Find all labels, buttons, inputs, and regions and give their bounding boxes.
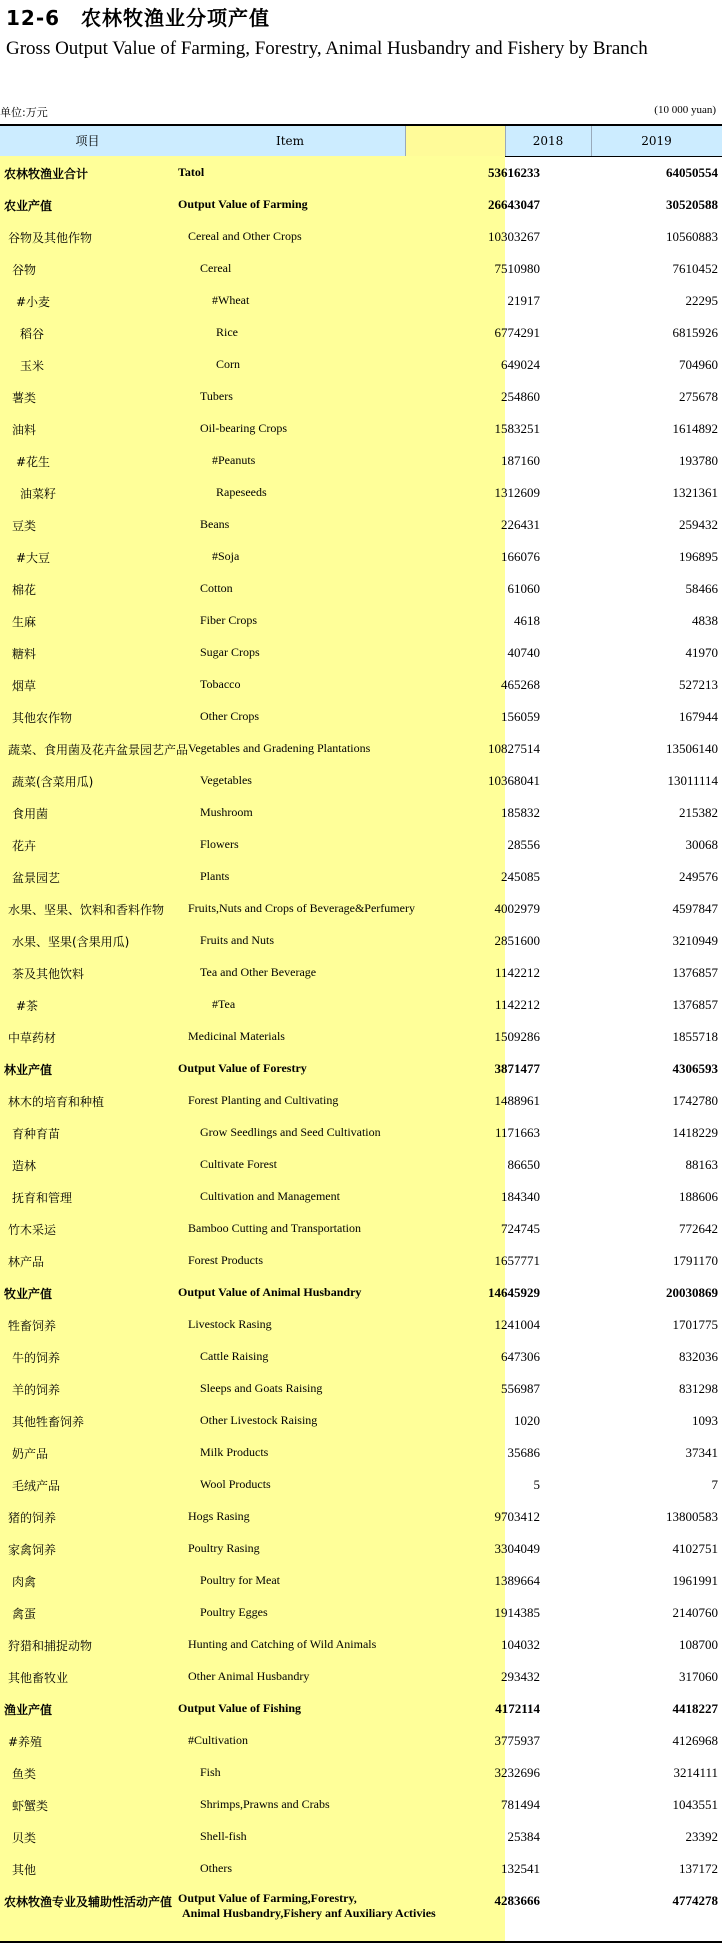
row-item-chinese: 羊的饲养 — [12, 1383, 61, 1397]
row-item-english: Beans — [200, 517, 230, 531]
unit-label-english: (10 000 yuan) — [654, 104, 716, 116]
table-row — [0, 284, 722, 316]
value-2018: 1914385 — [494, 1605, 540, 1620]
value-2019: 831298 — [679, 1381, 718, 1396]
row-item-chinese: 油菜籽 — [20, 487, 57, 501]
row-item-english: Cereal — [200, 261, 232, 275]
value-2019: 30520588 — [666, 197, 718, 212]
value-2019: 64050554 — [666, 165, 718, 180]
table-row — [0, 1020, 722, 1052]
value-2018: 1389664 — [494, 1573, 540, 1588]
row-item-chinese: 林产品 — [8, 1255, 45, 1269]
row-item-english: Tobacco — [200, 677, 241, 691]
value-2018: 4172114 — [495, 1701, 540, 1716]
row-item-chinese: 牛的饲养 — [12, 1351, 61, 1365]
value-2018: 40740 — [507, 645, 540, 660]
value-2018: 7510980 — [494, 261, 540, 276]
row-item-english: #Wheat — [212, 293, 250, 307]
row-item-chinese: 造林 — [12, 1159, 37, 1173]
row-item-english: Others — [200, 1861, 232, 1875]
value-2019: 188606 — [679, 1189, 718, 1204]
row-item-english: #Tea — [212, 997, 236, 1011]
table-row — [0, 924, 722, 956]
row-item-english: Vegetables and Gradening Plantations — [188, 741, 371, 755]
value-2018: 35686 — [507, 1445, 540, 1460]
value-2018: 254860 — [501, 389, 540, 404]
value-2019: 317060 — [679, 1669, 718, 1684]
value-2018: 1171663 — [494, 1125, 540, 1140]
value-2018: 1142212 — [494, 965, 540, 980]
row-item-chinese: 蔬菜、食用菌及花卉盆景园艺产品 — [8, 743, 189, 757]
value-2019: 1614892 — [672, 421, 718, 436]
value-2018: 226431 — [501, 517, 540, 532]
row-item-english: Output Value of Forestry — [178, 1061, 307, 1075]
value-2018: 1488961 — [494, 1093, 540, 1108]
row-item-chinese: 豆类 — [12, 519, 37, 533]
row-item-chinese: 奶产品 — [12, 1447, 49, 1461]
value-2019: 1321361 — [672, 485, 718, 500]
row-item-chinese: 花卉 — [12, 839, 37, 853]
row-item-chinese: 林木的培育和种植 — [8, 1095, 105, 1109]
row-item-chinese: #小麦 — [16, 295, 51, 309]
table-row — [0, 220, 722, 252]
value-2019: 4102751 — [672, 1541, 718, 1556]
row-item-english: Corn — [216, 357, 240, 371]
table-row — [0, 444, 722, 476]
row-item-english: Plants — [200, 869, 230, 883]
table-row — [0, 1212, 722, 1244]
row-item-chinese: 农业产值 — [4, 199, 53, 213]
value-2019: 196895 — [679, 549, 718, 564]
row-item-chinese: 生麻 — [12, 615, 37, 629]
row-item-english: Sugar Crops — [200, 645, 260, 659]
value-2018: 5 — [533, 1477, 540, 1492]
value-2019: 10560883 — [666, 229, 718, 244]
value-2019: 13506140 — [666, 741, 718, 756]
row-item-chinese: 烟草 — [12, 679, 37, 693]
value-2018: 166076 — [501, 549, 540, 564]
row-item-chinese: 其他农作物 — [12, 711, 73, 725]
row-item-english: Oil-bearing Crops — [200, 421, 287, 435]
table-row — [0, 1820, 722, 1852]
value-2018: 3775937 — [494, 1733, 540, 1748]
row-item-chinese: 食用菌 — [12, 807, 49, 821]
row-item-english: Tubers — [200, 389, 233, 403]
row-item-chinese: 谷物 — [12, 263, 37, 277]
value-2018: 9703412 — [494, 1509, 540, 1524]
value-2018: 26643047 — [488, 197, 540, 212]
row-item-chinese: 禽蛋 — [12, 1607, 37, 1621]
value-2018: 3871477 — [494, 1061, 540, 1076]
value-2019: 215382 — [679, 805, 718, 820]
row-item-english: Tea and Other Beverage — [200, 965, 317, 979]
table-row — [0, 892, 722, 924]
row-item-english: Forest Planting and Cultivating — [188, 1093, 339, 1107]
table-row — [0, 1276, 722, 1308]
row-item-chinese: 虾蟹类 — [12, 1799, 49, 1813]
table-row — [0, 380, 722, 412]
table-row — [0, 764, 722, 796]
value-2018: 132541 — [501, 1861, 540, 1876]
row-item-english — [178, 1891, 436, 1921]
value-2018: 1509286 — [494, 1029, 540, 1044]
value-2019: 704960 — [679, 357, 718, 372]
row-item-english: Fruits and Nuts — [200, 933, 275, 947]
value-2018: 187160 — [501, 453, 540, 468]
table-header — [0, 126, 722, 156]
value-2019: 2140760 — [672, 1605, 718, 1620]
value-2019: 4597847 — [672, 901, 718, 916]
table-row — [0, 860, 722, 892]
table-row — [0, 1084, 722, 1116]
table-row — [0, 1724, 722, 1756]
value-2019: 7610452 — [672, 261, 718, 276]
row-item-chinese: 中草药材 — [8, 1031, 57, 1045]
value-2018: 156059 — [501, 709, 540, 724]
row-item-english: Cereal and Other Crops — [188, 229, 302, 243]
value-2019: 4306593 — [672, 1061, 718, 1076]
value-2019: 1701775 — [672, 1317, 718, 1332]
row-item-english: Cattle Raising — [200, 1349, 269, 1363]
row-item-chinese: 贝类 — [12, 1831, 37, 1845]
row-item-english: Poultry for Meat — [200, 1573, 280, 1587]
value-2019: 275678 — [679, 389, 718, 404]
table-row — [0, 1308, 722, 1340]
row-item-english-line2: Animal Husbandry,Fishery anf Auxiliary Activies — [182, 1906, 436, 1920]
header-divider — [405, 126, 406, 156]
row-item-english: Hunting and Catching of Wild Animals — [188, 1637, 377, 1651]
value-2019: 20030869 — [666, 1285, 718, 1300]
row-item-english: Flowers — [200, 837, 239, 851]
value-2019: 1376857 — [672, 997, 718, 1012]
row-item-english: Output Value of Fishing — [178, 1701, 302, 1715]
table-row — [0, 1596, 722, 1628]
table-row — [0, 508, 722, 540]
value-2019: 37341 — [685, 1445, 718, 1460]
row-item-english: Output Value of Animal Husbandry — [178, 1285, 362, 1299]
row-item-chinese: 薯类 — [12, 391, 37, 405]
row-item-chinese: 牲畜饲养 — [8, 1319, 57, 1333]
value-2019: 7 — [711, 1477, 718, 1492]
row-item-english: Other Livestock Raising — [200, 1413, 318, 1427]
value-2018: 724745 — [501, 1221, 540, 1236]
row-item-chinese: 家禽饲养 — [8, 1543, 57, 1557]
table-row — [0, 1628, 722, 1660]
value-2019: 108700 — [679, 1637, 718, 1652]
value-2018: 3304049 — [494, 1541, 540, 1556]
header-item-zh: 项目 — [0, 126, 175, 156]
table-row — [0, 1148, 722, 1180]
value-2018: 4283666 — [494, 1893, 540, 1908]
row-item-chinese: 猪的饲养 — [8, 1511, 57, 1525]
row-item-chinese: 其他牲畜饲养 — [12, 1415, 85, 1429]
value-2018: 465268 — [501, 677, 540, 692]
row-item-english: #Cultivation — [188, 1733, 248, 1747]
value-2019: 4774278 — [672, 1893, 718, 1908]
value-2019: 4126968 — [672, 1733, 718, 1748]
value-2018: 2851600 — [494, 933, 540, 948]
table-bottom-rule — [0, 1941, 722, 1943]
value-2018: 185832 — [501, 805, 540, 820]
unit-label-chinese: 单位:万元 — [0, 106, 48, 119]
value-2019: 58466 — [685, 581, 718, 596]
table-row — [0, 572, 722, 604]
value-2018: 4002979 — [494, 901, 540, 916]
value-2018: 104032 — [501, 1637, 540, 1652]
table-row — [0, 1532, 722, 1564]
value-2019: 22295 — [685, 293, 718, 308]
row-item-chinese: 育种育苗 — [12, 1127, 61, 1141]
table-row — [0, 956, 722, 988]
value-2018: 3232696 — [494, 1765, 540, 1780]
row-item-chinese: 水果、坚果(含果用瓜) — [12, 935, 130, 949]
value-2018: 647306 — [501, 1349, 540, 1364]
row-item-english: Rapeseeds — [216, 485, 267, 499]
table-row — [0, 604, 722, 636]
row-item-english: Hogs Rasing — [188, 1509, 250, 1523]
value-2018: 781494 — [501, 1797, 540, 1812]
table-row — [0, 1564, 722, 1596]
header-year-2019: 2019 — [591, 126, 722, 156]
row-item-chinese: 农林牧渔业合计 — [4, 167, 89, 181]
row-item-english: Rice — [216, 325, 238, 339]
header-year-2018: 2018 — [505, 126, 591, 156]
value-2019: 1791170 — [672, 1253, 718, 1268]
value-2018: 1241004 — [494, 1317, 540, 1332]
value-2018: 4618 — [514, 613, 540, 628]
value-2019: 3214111 — [673, 1765, 718, 1780]
row-item-english: Medicinal Materials — [188, 1029, 285, 1043]
value-2019: 137172 — [679, 1861, 718, 1876]
row-item-english: Sleeps and Goats Raising — [200, 1381, 323, 1395]
value-2018: 184340 — [501, 1189, 540, 1204]
value-2018: 61060 — [507, 581, 540, 596]
row-item-chinese: 谷物及其他作物 — [8, 231, 93, 245]
value-2019: 1376857 — [672, 965, 718, 980]
row-item-english: #Soja — [212, 549, 240, 563]
row-item-chinese: 棉花 — [12, 583, 37, 597]
value-2018: 1657771 — [494, 1253, 540, 1268]
header-item-en: Item — [175, 126, 405, 156]
table-row — [0, 1500, 722, 1532]
table-row — [0, 732, 722, 764]
row-item-english: Milk Products — [200, 1445, 269, 1459]
table-row — [0, 1052, 722, 1084]
value-2018: 1020 — [514, 1413, 540, 1428]
table-row — [0, 796, 722, 828]
row-item-english: Fruits,Nuts and Crops of Beverage&Perfumery — [188, 901, 415, 915]
row-item-english: Poultry Rasing — [188, 1541, 260, 1555]
value-2019: 1961991 — [672, 1573, 718, 1588]
value-2018: 10303267 — [488, 229, 540, 244]
row-item-chinese: #大豆 — [16, 551, 51, 565]
row-item-english: Other Crops — [200, 709, 259, 723]
row-item-english: Bamboo Cutting and Transportation — [188, 1221, 362, 1235]
row-item-chinese: 林业产值 — [4, 1063, 53, 1077]
value-2019: 1418229 — [672, 1125, 718, 1140]
value-2019: 772642 — [679, 1221, 718, 1236]
value-2019: 23392 — [685, 1829, 718, 1844]
table-row — [0, 476, 722, 508]
value-2019: 249576 — [679, 869, 718, 884]
table-title-english: Gross Output Value of Farming, Forestry, Animal Husbandry and Fishery by Branch — [6, 38, 648, 59]
row-item-chinese: 其他 — [12, 1863, 37, 1877]
table-row — [0, 1468, 722, 1500]
row-item-chinese: 牧业产值 — [4, 1287, 53, 1301]
table-row — [0, 412, 722, 444]
value-2018: 6774291 — [494, 325, 540, 340]
row-item-english: Livestock Rasing — [188, 1317, 272, 1331]
row-item-chinese: 油料 — [12, 423, 37, 437]
table-row — [0, 348, 722, 380]
row-item-english: Cultivate Forest — [200, 1157, 277, 1171]
value-2018: 14645929 — [488, 1285, 540, 1300]
row-item-chinese: 茶及其他饮料 — [12, 967, 85, 981]
row-item-english: #Peanuts — [212, 453, 256, 467]
table-row — [0, 1436, 722, 1468]
header-divider — [505, 126, 506, 156]
row-item-english: Fiber Crops — [200, 613, 257, 627]
value-2018: 649024 — [501, 357, 540, 372]
row-item-english: Mushroom — [200, 805, 253, 819]
table-row — [0, 1340, 722, 1372]
value-2019: 1043551 — [672, 1797, 718, 1812]
table-row — [0, 1372, 722, 1404]
table-row — [0, 1756, 722, 1788]
value-2019: 1093 — [692, 1413, 718, 1428]
table-row — [0, 540, 722, 572]
header-item-en-ext — [405, 126, 505, 156]
row-item-chinese: 抚育和管理 — [12, 1191, 73, 1205]
row-item-chinese: 水果、坚果、饮料和香料作物 — [8, 903, 165, 917]
row-item-chinese: #花生 — [16, 455, 51, 469]
row-item-english: Shell-fish — [200, 1829, 247, 1843]
table-row — [0, 1692, 722, 1724]
table-row — [0, 1852, 722, 1884]
value-2019: 3210949 — [672, 933, 718, 948]
value-2018: 21917 — [507, 293, 540, 308]
table-row — [0, 1404, 722, 1436]
header-divider — [591, 126, 592, 156]
table-row — [0, 188, 722, 220]
row-item-chinese: 肉禽 — [12, 1575, 37, 1589]
value-2018: 1142212 — [494, 997, 540, 1012]
row-item-english: Forest Products — [188, 1253, 263, 1267]
row-item-english: Wool Products — [200, 1477, 271, 1491]
value-2019: 6815926 — [672, 325, 718, 340]
row-item-english: Cultivation and Management — [200, 1189, 340, 1203]
table-title-chinese: 12-6 农林牧渔业分项产值 — [6, 6, 271, 30]
table-row — [0, 668, 722, 700]
value-2018: 53616233 — [488, 165, 540, 180]
table-row — [0, 700, 722, 732]
row-item-chinese: 稻谷 — [20, 327, 45, 341]
row-item-chinese: 其他畜牧业 — [8, 1671, 69, 1685]
value-2018: 28556 — [507, 837, 540, 852]
value-2018: 10827514 — [488, 741, 540, 756]
row-item-english: Tatol — [178, 165, 205, 179]
table-row — [0, 1884, 722, 1932]
row-item-chinese: 蔬菜(含菜用瓜) — [12, 775, 94, 789]
value-2019: 13800583 — [666, 1509, 718, 1524]
value-2018: 1583251 — [494, 421, 540, 436]
value-2019: 41970 — [685, 645, 718, 660]
value-2019: 193780 — [679, 453, 718, 468]
table-row — [0, 316, 722, 348]
row-item-chinese: 鱼类 — [12, 1767, 37, 1781]
table-row — [0, 1244, 722, 1276]
row-item-english: Grow Seedlings and Seed Cultivation — [200, 1125, 381, 1139]
table-row — [0, 828, 722, 860]
row-item-chinese: 玉米 — [20, 359, 45, 373]
row-item-english: Poultry Egges — [200, 1605, 268, 1619]
value-2019: 1855718 — [672, 1029, 718, 1044]
row-item-chinese: 农林牧渔专业及辅助性活动产值 — [4, 1895, 173, 1909]
value-2019: 13011114 — [667, 773, 718, 788]
row-item-chinese: #养殖 — [8, 1735, 43, 1749]
row-item-chinese: 渔业产值 — [4, 1703, 53, 1717]
value-2018: 86650 — [507, 1157, 540, 1172]
table-row — [0, 1788, 722, 1820]
table-row — [0, 636, 722, 668]
table-body — [0, 156, 722, 1932]
row-item-english: Fish — [200, 1765, 221, 1779]
value-2018: 25384 — [507, 1829, 540, 1844]
value-2019: 167944 — [679, 709, 718, 724]
row-item-english-line1: Output Value of Farming,Forestry, — [178, 1891, 357, 1905]
value-2019: 4838 — [692, 613, 718, 628]
row-item-chinese: 竹木采运 — [8, 1223, 57, 1237]
table-row — [0, 1660, 722, 1692]
row-item-english: Shrimps,Prawns and Crabs — [200, 1797, 330, 1811]
row-item-english: Output Value of Farming — [178, 197, 308, 211]
table-row — [0, 252, 722, 284]
value-2019: 1742780 — [672, 1093, 718, 1108]
table-row — [0, 988, 722, 1020]
value-2019: 527213 — [679, 677, 718, 692]
value-2019: 4418227 — [672, 1701, 718, 1716]
table-row — [0, 1180, 722, 1212]
row-item-english: Vegetables — [200, 773, 252, 787]
value-2018: 245085 — [501, 869, 540, 884]
value-2019: 832036 — [679, 1349, 718, 1364]
value-2019: 259432 — [679, 517, 718, 532]
value-2019: 30068 — [685, 837, 718, 852]
row-item-chinese: 盆景园艺 — [12, 871, 61, 885]
row-item-english: Cotton — [200, 581, 233, 595]
value-2018: 1312609 — [494, 485, 540, 500]
value-2018: 293432 — [501, 1669, 540, 1684]
row-item-chinese: 糖料 — [12, 647, 37, 661]
row-item-english: Other Animal Husbandry — [188, 1669, 310, 1683]
value-2018: 10368041 — [488, 773, 540, 788]
table-row — [0, 156, 722, 188]
value-2019: 88163 — [685, 1157, 718, 1172]
value-2018: 556987 — [501, 1381, 540, 1396]
row-item-chinese: 毛绒产品 — [12, 1479, 61, 1493]
row-item-chinese: 狩猎和捕捉动物 — [8, 1639, 93, 1653]
row-item-chinese: #茶 — [16, 999, 39, 1013]
table-row — [0, 1116, 722, 1148]
